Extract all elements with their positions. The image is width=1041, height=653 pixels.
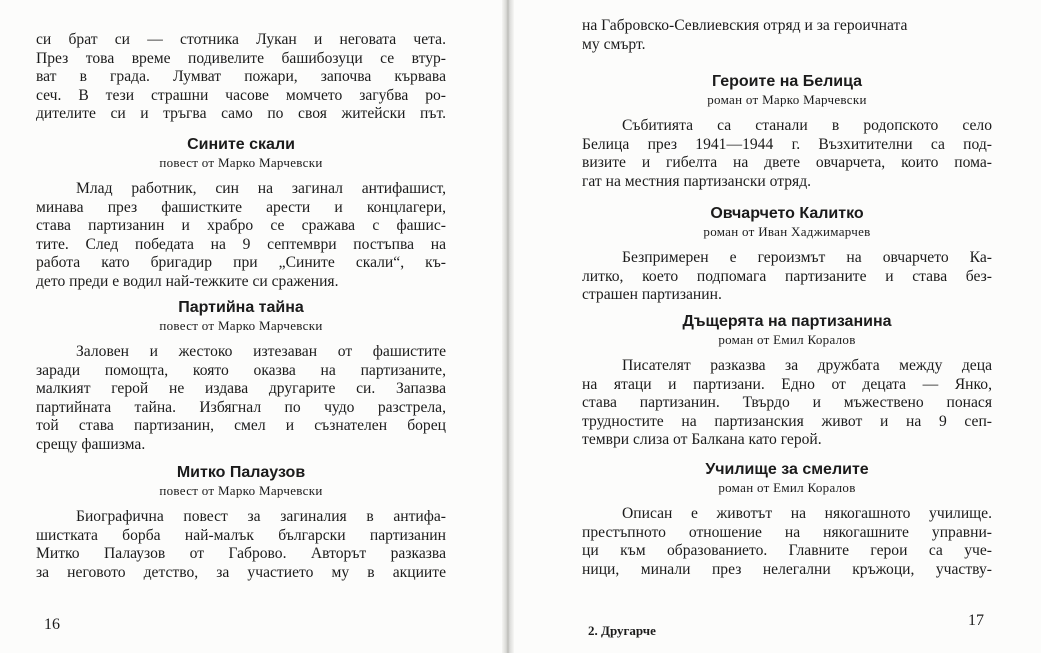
text-line: става партизанин и храбро се сражава с фашис- <box>36 217 446 235</box>
text-line: той става партизанин, смел и съзнателен борец <box>36 417 446 435</box>
book-gutter <box>502 0 514 653</box>
text-line: шистката борба най-малък български партизанин <box>36 526 446 544</box>
text-line: Заловен и жестоко изтезаван от фашистите <box>76 343 446 360</box>
text-line: Безпримерен е героизмът на овчарчето Ка- <box>622 249 992 266</box>
text-line: Събитията са станали в родопското село <box>622 117 992 134</box>
text-line: тите. След победата на 9 септември постъпва на <box>36 235 446 253</box>
page-number: 16 <box>44 616 60 633</box>
left-page <box>36 0 446 653</box>
text-line: визите и гибелта на двете овчарчета, които пома- <box>582 154 992 172</box>
text-line: партийната тайна. Избягнал по чудо разстрела, <box>36 398 446 416</box>
text-line: литко, което подпомага партизаните и става без- <box>582 267 992 285</box>
text-line: престъпното отношение на някогашните управни- <box>582 523 992 541</box>
entry-partiyna-tayna <box>36 298 446 455</box>
text-line: за неговото детство, за участието му в акциите <box>36 563 446 581</box>
entry-uchilishte-za-smelite <box>582 460 992 579</box>
entry-title: Овчарчето Калитко <box>710 205 864 222</box>
entry-dashterya-na-partizanina <box>582 312 992 450</box>
text-line: си брат си — стотника Лукан и неговата чета. <box>36 31 446 48</box>
right-intro <box>582 17 992 54</box>
entry-description <box>36 343 446 455</box>
entry-description <box>582 117 992 191</box>
entry-mitko-palauzov <box>36 463 446 582</box>
entry-subtitle: роман от Емил Коралов <box>718 332 856 347</box>
text-line: Белица през 1941—1944 г. Възхитителни са под- <box>582 135 992 153</box>
entry-ovcharcheto-kalitko <box>582 204 992 305</box>
text-line: малкият герой не издава другарите си. Запазва <box>36 380 446 398</box>
entry-description <box>36 508 446 582</box>
text-line: минава през фашистките арести и концлагери, <box>36 198 446 216</box>
entry-subtitle: повест от Марко Марчевски <box>159 318 323 333</box>
text-line: сеч. В тези страшни часове момчето загубва ро- <box>36 86 446 104</box>
entry-subtitle: роман от Иван Хаджимарчев <box>703 224 871 239</box>
entry-title: Училище за смелите <box>705 461 869 478</box>
text-line: срещу фашизма. <box>36 435 146 453</box>
text-line: му смърт. <box>582 35 646 53</box>
right-page <box>582 0 992 653</box>
entry-title: Дъщерята на партизанина <box>682 313 892 330</box>
entry-subtitle: роман от Марко Марчевски <box>707 92 867 107</box>
entry-title: Митко Палаузов <box>176 464 306 481</box>
entry-subtitle: роман от Емил Коралов <box>718 480 856 495</box>
text-line: През това време подивелите башибозуци се втур- <box>36 49 446 67</box>
text-line: страшен партизанин. <box>582 286 722 304</box>
text-line: дителите си и тръгва само по своя житейски път. <box>36 105 446 123</box>
entry-title: Сините скали <box>187 136 295 153</box>
text-line: заради помощта, която оказва на партизаните, <box>36 361 446 379</box>
text-line: гат на местния партизански отряд. <box>582 172 812 190</box>
text-line: на ятаци и партизани. Едно от децата — Янко, <box>582 375 992 393</box>
entry-geroite-na-belitsa <box>582 72 992 191</box>
text-line: ници, минали през нелегални кръжоци, участву- <box>582 560 992 578</box>
entry-subtitle: повест от Марко Марчевски <box>159 155 323 170</box>
signature-mark: 2. Другарче <box>588 623 656 638</box>
entry-title: Партийна тайна <box>178 299 304 316</box>
entry-title: Героите на Белица <box>711 73 863 90</box>
page-number: 17 <box>968 612 984 629</box>
entry-sinite-skali <box>36 135 446 292</box>
text-line: става партизанин. Твърдо и мъжествено понася <box>582 394 992 412</box>
text-line: Описан е животът на някогашното училище. <box>622 505 992 522</box>
text-line: Митко Палаузов от Габрово. Авторът разказва <box>36 545 446 563</box>
entry-description <box>582 505 992 579</box>
text-line: ват в града. Лумват пожари, започва кървава <box>36 68 446 86</box>
text-line: дето преди е водил най-тежките си сражения. <box>36 272 339 290</box>
text-line: трудностите на партизанския живот и на 9 сеп- <box>582 412 992 430</box>
text-line: ци към образованието. Главните герои са уче- <box>582 542 992 560</box>
text-line: Биографична повест за загиналия в антифа- <box>76 508 446 525</box>
entry-description <box>36 180 446 292</box>
text-line: Млад работник, син на загинал антифашист, <box>76 180 446 197</box>
text-line: тември слиза от Балкана като герой. <box>582 431 822 449</box>
entry-description <box>582 357 992 450</box>
entry-subtitle: повест от Марко Марчевски <box>159 483 323 498</box>
text-line: Писателят разказва за дружбата между деца <box>622 357 992 374</box>
text-line: на Габровско-Севлиевския отряд и за героичната <box>582 17 908 34</box>
entry-description <box>582 249 992 305</box>
text-line: работа като бригадир при „Сините скали“, къ- <box>36 254 446 272</box>
left-intro <box>36 31 446 124</box>
